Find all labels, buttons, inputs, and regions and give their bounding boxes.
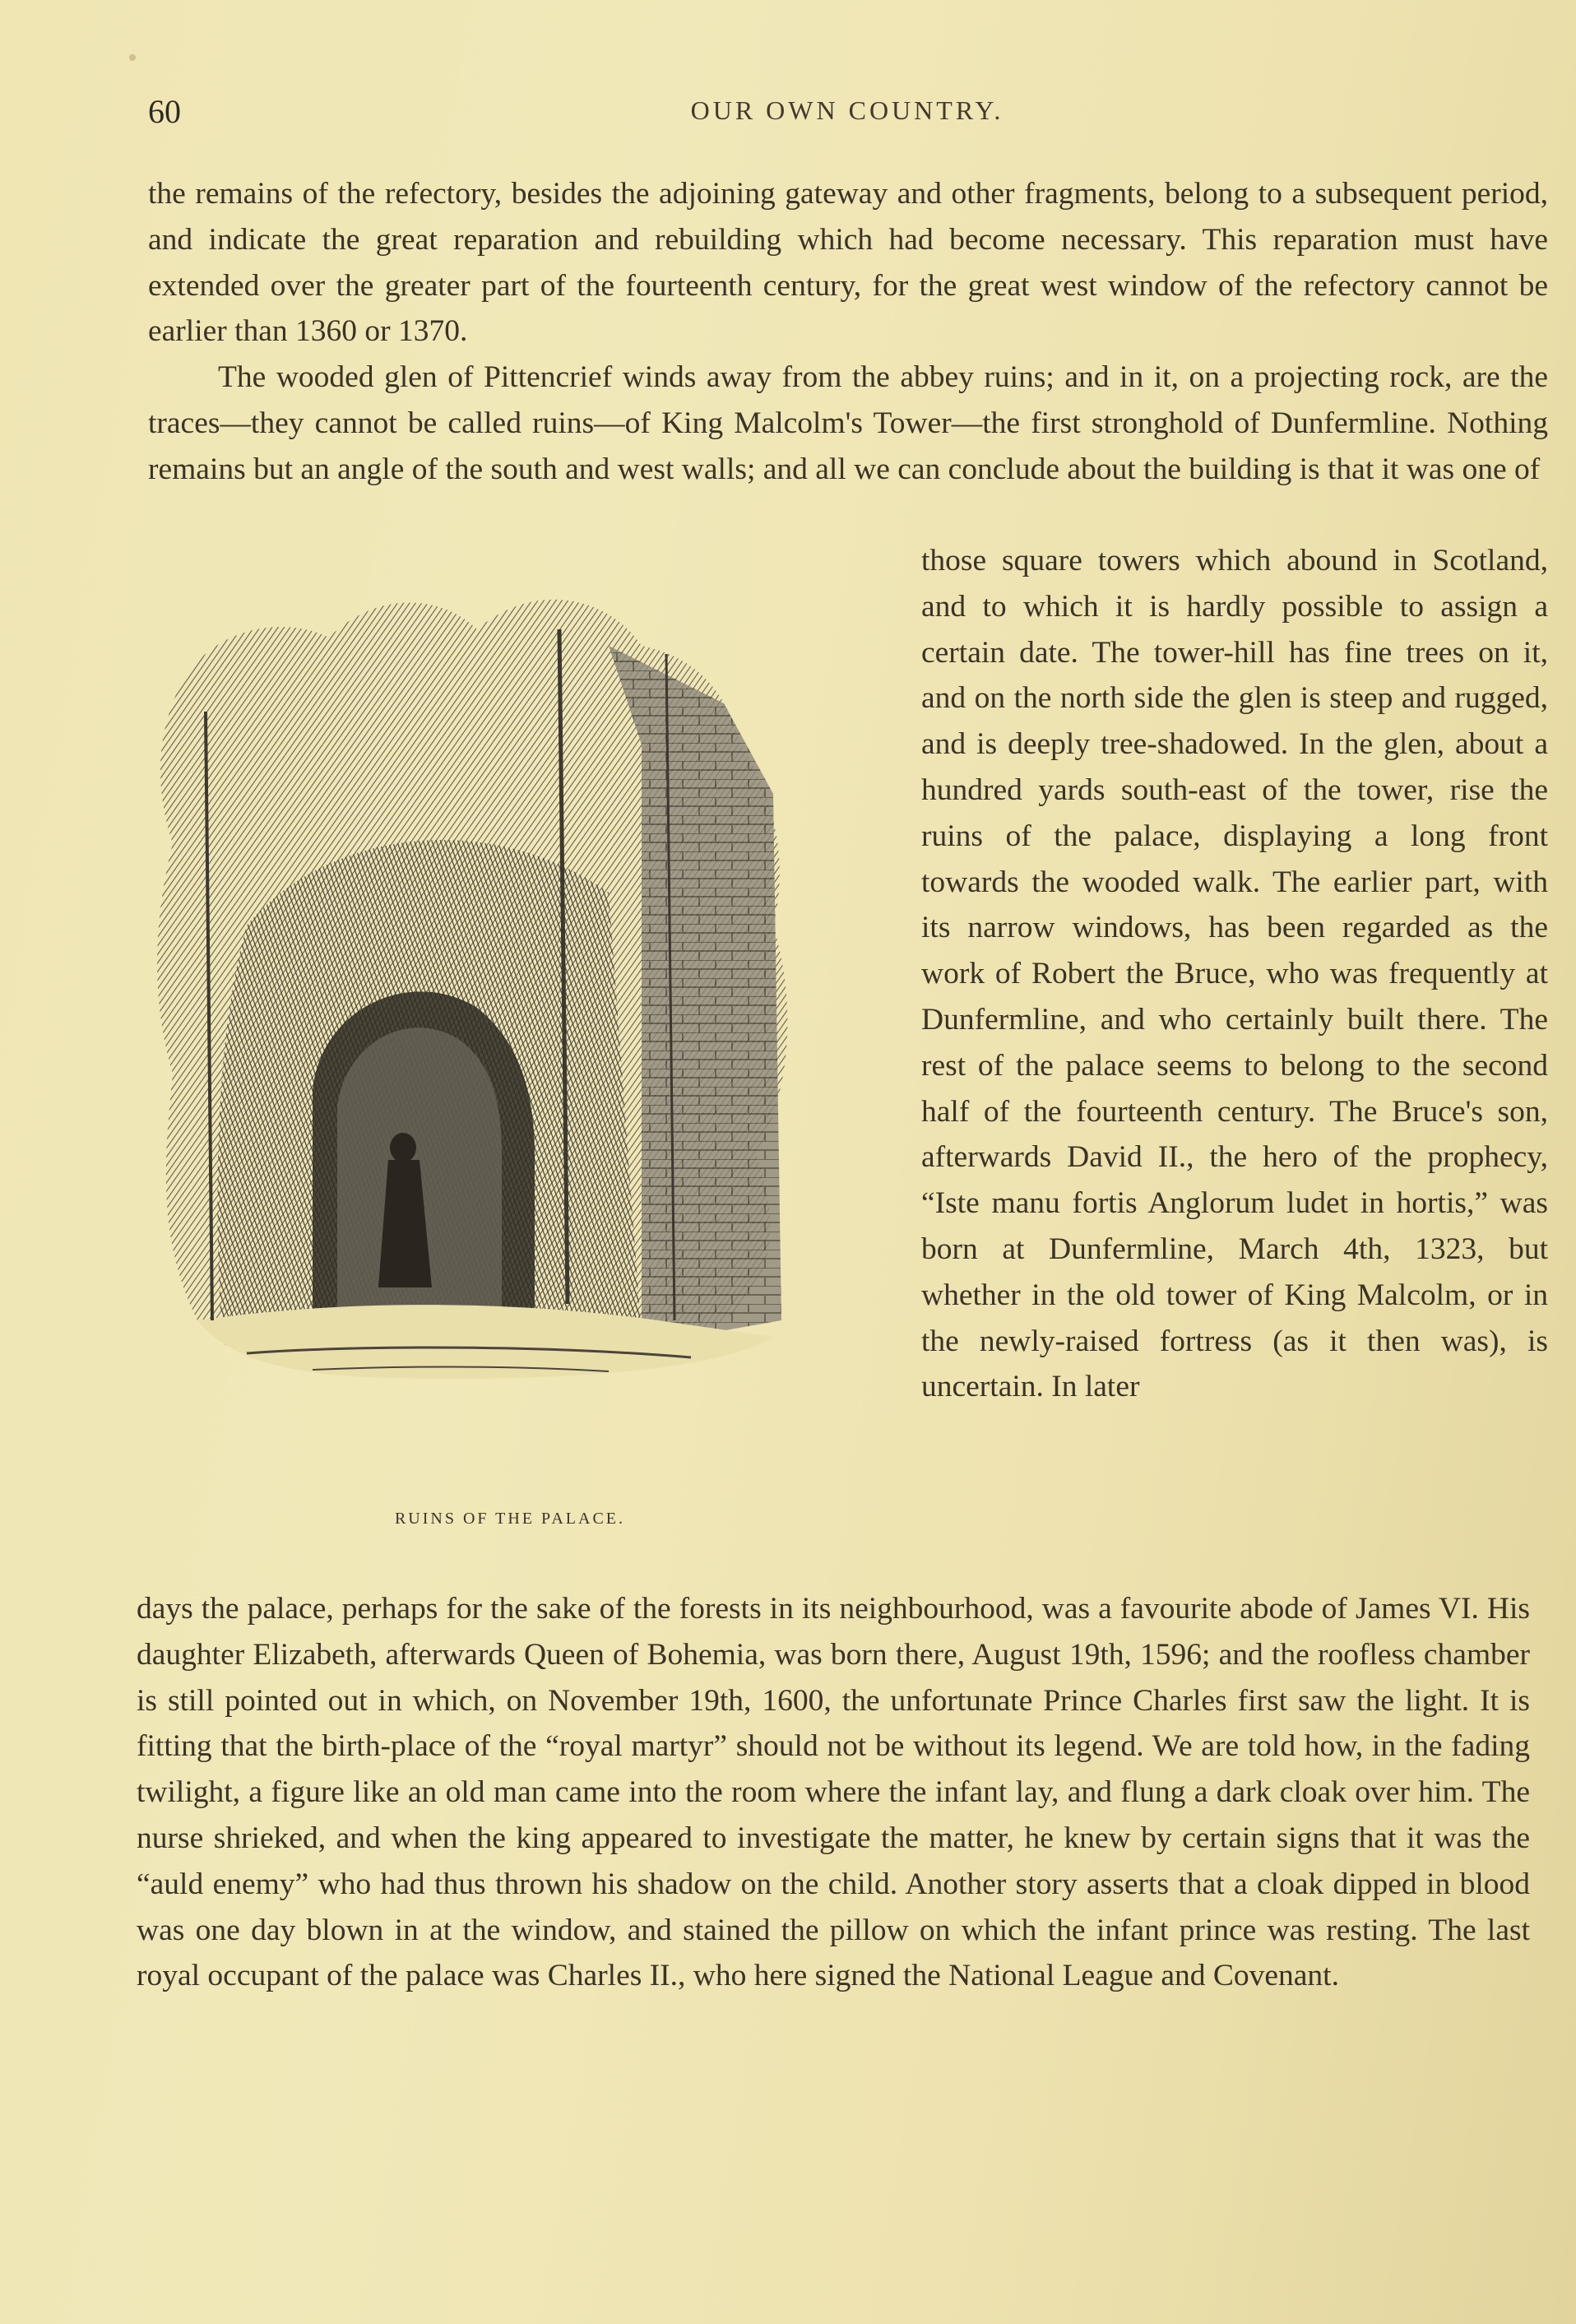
paragraph-refectory: the remains of the refectory, besides the adjoining gateway and other fragments, belong to a subsequent period, and indicate the great reparation and rebuilding which had become necessary. This reparation must have extended over the greater part of the fourteenth century, for the great west window of the refectory cannot be earlier than 1360 or 1370. bbox=[148, 177, 1548, 349]
page-number: 60 bbox=[148, 93, 181, 130]
paragraph-james-vi: days the palace, perhaps for the sake of the forests in its neighbourhood, was a favourite abode of James VI. His daughter Elizabeth, afterwards Queen of Bohemia, was born there, August 19th, 1596; and the roofless chamber is still pointed out in which, on November 19th, 1600, the unfortunate Prince Charles first saw the light. It is fitting that the birth-place of the “royal martyr” should not be without its legend. We are told how, in the fading twilight, a figure like an old man came into the room where the infant lay, and flung a dark cloak over him. The nurse shrieked, and when the king appeared to investigate the matter, he knew by certain signs that it was the “auld enemy” who had thus thrown his shadow on the child. Another story asserts that a cloak dipped in blood was one day blown in at the window, and stained the pillow on which the infant prince was resting. The last royal occupant of the palace was Charles II., who here signed the National League and Covenant. bbox=[137, 1592, 1530, 1993]
running-title: OUR OWN COUNTRY. bbox=[690, 95, 1004, 125]
bottom-text-block bbox=[137, 1586, 1530, 1999]
wrapped-text-block bbox=[921, 538, 1548, 1410]
top-text-block bbox=[148, 171, 1548, 493]
figure-caption: RUINS OF THE PALACE. bbox=[394, 1510, 626, 1528]
paragraph-palace: those square towers which abound in Scotland, and to which it is hardly possible to assign a certain date. The tower-hill has fine trees on it, and on the north side the glen is steep and rugged, and is deeply tree-shadowed. In the glen, about a hundred yards south-east of the tower, rise the ruins of the palace, displaying a long front towards the wooded walk. The earlier part, with its narrow windows, has been regarded as the work of Robert the Bruce, who was frequently at Dunfermline, and who certainly built there. The rest of the palace seems to belong to the second half of the fourteenth century. The Bruce's son, afterwards David II., the hero of the prophecy, “Iste manu fortis Anglorum ludet in hortis,” was born at Dunfermline, March 4th, 1323, but whether in the old tower of King Malcolm, or in the newly-raised fortress (as it then was), is uncertain. In later bbox=[921, 544, 1548, 1404]
ruins-illustration bbox=[148, 580, 872, 1542]
margin-smudge: • bbox=[127, 43, 137, 73]
paragraph-pittencrief: The wooded glen of Pittencrief winds away from the abbey ruins; and in it, on a projecting rock, are the traces—they cannot be called ruins—of King Malcolm's Tower—the first stronghold of Dunfermline. Nothing remains but an angle of the south and west walls; and all we can conclude about the building is that it was one of bbox=[148, 360, 1548, 486]
page-header bbox=[148, 92, 1546, 133]
ruins-engraving-icon bbox=[148, 580, 872, 1493]
